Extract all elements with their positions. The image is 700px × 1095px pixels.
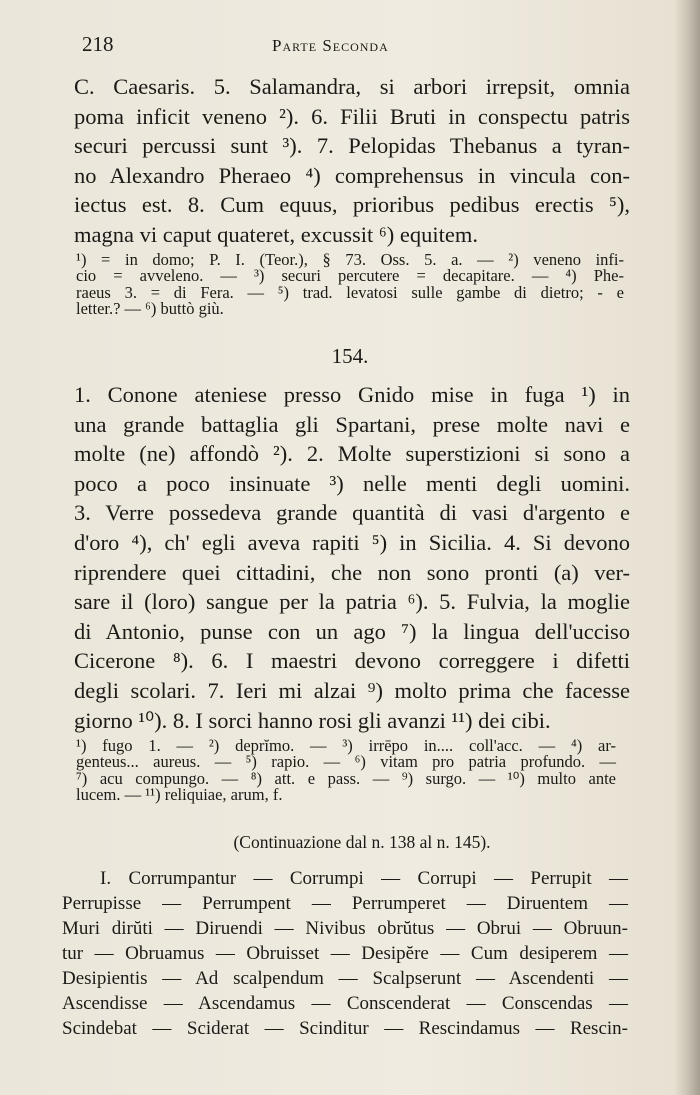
text-line: sare il (loro) sangue per la patria ⁶). 5. Fulvia, la moglie [74, 589, 630, 615]
page-header [82, 30, 642, 60]
latin-sentences-block [74, 72, 630, 250]
text-line: riprendere quei cittadini, che non sono pronti (a) ver- [74, 559, 630, 585]
verb-forms-block [62, 866, 628, 1041]
footnote-line: cio = avveleno. — ³) securi percutere = decapitare. — ⁴) Phe- [76, 266, 624, 286]
text-line: Scindebat — Sciderat — Scinditur — Rescindamus — Rescin- [62, 1018, 628, 1039]
text-line: magna vi caput quateret, excussit ⁶) equitem. [74, 221, 478, 247]
text-line: C. Caesaris. 5. Salamandra, si arbori irrepsit, omnia [74, 74, 630, 99]
text-line: tur — Obruamus — Obruisset — Desipĕre — Cum desiperem — [62, 943, 628, 964]
footnote-line: lucem. — ¹¹) reliquiae, arum, f. [76, 784, 283, 804]
footnotes-1 [76, 252, 624, 317]
text-line: Cicerone ⁸). 6. I maestri devono correggere i difetti [74, 648, 630, 674]
footnote-line: genteus... aureus. — ⁵) rapio. — ⁶) vitam pro patria profundo. — [76, 752, 616, 772]
text-line: poco a poco insinuate ³) nelle menti degli uomini. [74, 470, 630, 496]
text-line: di Antonio, punse con un ago ⁷) la lingua dell'ucciso [74, 618, 630, 644]
footnote-line: ¹) = in domo; P. I. (Teor.), § 73. Oss. 5. a. — ²) veneno infi- [76, 250, 624, 269]
text-line: d'oro ⁴), ch' egli aveva rapiti ⁵) in Sicilia. 4. Si devono [74, 529, 630, 555]
text-line: securi percussi sunt ³). 7. Pelopidas Thebanus a tyran- [74, 133, 630, 159]
continuation-heading: (Continuazione dal n. 138 al n. 145). [233, 832, 491, 852]
text-line: giorno ¹⁰). 8. I sorci hanno rosi gli avanzi ¹¹) dei cibi. [74, 707, 551, 733]
text-line: Perrupisse — Perrumpent — Perrumperet — Diruentem — [62, 893, 628, 914]
exercise-number: 154. [331, 344, 369, 368]
text-line: 3. Verre possedeva grande quantità di vasi d'argento e [74, 500, 630, 526]
footnotes-2 [76, 738, 616, 803]
text-line: no Alexandro Pheraeo ⁴) comprehensus in vincula con- [74, 162, 630, 188]
italian-sentences-block [74, 380, 630, 735]
text-line: una grande battaglia gli Spartani, prese molte navi e [74, 411, 630, 437]
page-number: 218 [82, 32, 114, 56]
text-line: Muri dirŭti — Diruendi — Nivibus obrŭtus — Obrui — Obruun- [62, 918, 628, 939]
text-line: Ascendisse — Ascendamus — Conscenderat — Conscendas — [62, 993, 628, 1014]
text-line: degli scolari. 7. Ieri mi alzai ⁹) molto prima che facesse [74, 677, 630, 703]
footnote-line: ⁷) acu compungo. — ⁸) att. e pass. — ⁹) surgo. — ¹⁰) multo ante [76, 768, 616, 788]
text-line: Desipientis — Ad scalpendum — Scalpserunt — Ascendenti — [62, 968, 628, 989]
text-line: 1. Conone ateniese presso Gnido mise in fuga ¹) in [74, 382, 630, 407]
footnote-line: ¹) fugo 1. — ²) deprĭmo. — ³) irrēpo in.... coll'acc. — ⁴) ar- [76, 736, 616, 755]
footnote-line: letter.? — ⁶) buttò giù. [76, 298, 224, 318]
text-line: poma inficit veneno ²). 6. Filii Bruti in conspectu patris [74, 103, 630, 129]
page-edge-shadow [674, 0, 700, 1095]
footnote-line: raeus 3. = di Fera. — ⁵) trad. levatosi sulle gambe di dietro; - e [76, 282, 624, 302]
text-line: I. Corrumpantur — Corrumpi — Corrupi — Perrupit — [100, 868, 628, 889]
text-line: molte (ne) affondò ²). 2. Molte superstizioni si sono a [74, 441, 630, 467]
running-head: Parte Seconda [272, 36, 389, 55]
text-line: iectus est. 8. Cum equus, prioribus pedibus erectis ⁵), [74, 192, 630, 218]
